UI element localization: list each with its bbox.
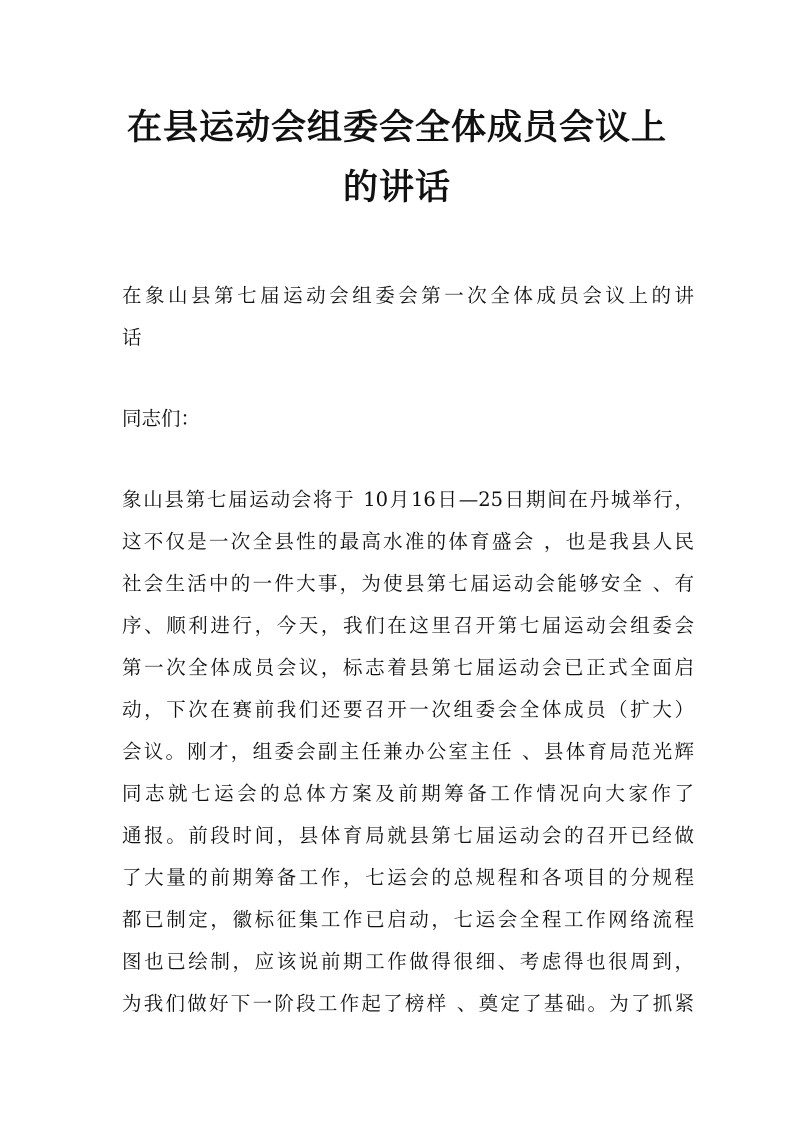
body-line: 社会生活中的一件大事，为使县第七届运动会能够安全 、有 — [122, 572, 694, 595]
body-line: 序、顺利进行，今天，我们在这里召开第七届运动会组委会 — [122, 614, 694, 637]
subtitle-line-1: 在象山县第七届运动会组委会第一次全体成员会议上的讲 — [122, 284, 694, 307]
document-title-line-2: 的讲话 — [342, 167, 451, 208]
body-line: 会议。刚才，组委会副主任兼办公室主任 、县体育局范光辉 — [122, 740, 694, 763]
body-line: 这不仅是一次全县性的最高水准的体育盛会 ，也是我县人民 — [122, 530, 694, 553]
body-line: 象山县第七届运动会将于 10月16日—25日期间在丹城举行， — [122, 488, 694, 511]
body-line: 动，下次在赛前我们还要召开一次组委会全体成员（扩大） — [122, 698, 694, 721]
body-line: 为我们做好下一阶段工作起了榜样 、奠定了基础。为了抓紧 — [122, 992, 694, 1015]
body-line: 了大量的前期筹备工作，七运会的总规程和各项目的分规程 — [122, 866, 694, 889]
subtitle-line-2: 话 — [122, 326, 142, 349]
body-line: 都已制定，徽标征集工作已启动，七运会全程工作网络流程 — [122, 908, 694, 931]
body-line: 图也已绘制，应该说前期工作做得很细、考虑得也很周到， — [122, 950, 694, 973]
body-line: 第一次全体成员会议，标志着县第七届运动会已正式全面启 — [122, 656, 694, 679]
salutation: 同志们： — [122, 407, 201, 430]
body-line: 通报。前段时间，县体育局就县第七届运动会的召开已经做 — [122, 824, 694, 847]
body-line: 同志就七运会的总体方案及前期筹备工作情况向大家作了 — [122, 782, 694, 805]
document-title-line-1: 在县运动会组委会全体成员会议上 — [126, 107, 667, 148]
